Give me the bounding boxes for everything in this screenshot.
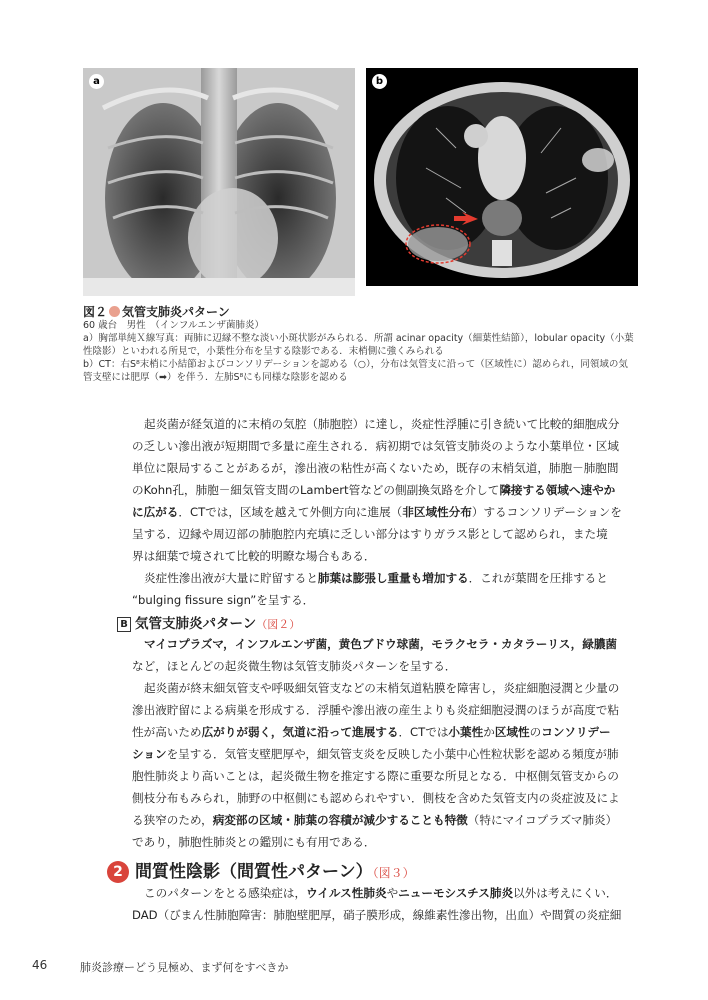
- caption-line-4: b）CT：右S⁸末梢に小結節およびコンソリデーションを認める（○），分布は気管支に沿って（区域性に）認められ，同領域の気: [83, 359, 628, 370]
- subsection-title: 気管支肺炎パターン: [135, 616, 257, 632]
- section2-title: 間質性陰影（間質性パターン）: [135, 862, 373, 882]
- para5-line2: DAD（びまん性肺胞障害：肺胞壁肥厚，硝子膜形成，線維素性滲出物，出血）や間質の炎症細: [132, 908, 622, 922]
- para4-line8: であり，肺胞性肺炎との鑑別にも有用である．: [132, 835, 376, 849]
- para4-line5: 胞性肺炎より高いことは，起炎微生物を推定する際に重要な所見となる．中枢側気管支からの: [132, 769, 619, 783]
- panel-a-label: a: [89, 74, 104, 89]
- caption-line-5: 管支壁には肥厚（➡）を伴う．左肺S⁸にも同様な陰影を認める: [83, 372, 348, 383]
- para2-line1: 炎症性滲出液が大量に貯留すると肺葉は膨張し重量も増加する．これが葉間を圧排すると: [144, 571, 608, 585]
- caption-line-2: a）胸部単純Ｘ線写真：両肺に辺縁不整な淡い小斑状影がみられる．所謂 acinar opacity（細葉性結節），lobular opacity（小葉: [83, 333, 634, 344]
- para4-line1: 起炎菌が終末細気管支や呼吸細気管支などの末梢気道粘膜を障害し，炎症細胞浸潤と少量の: [144, 681, 620, 695]
- subsection-heading: [117, 612, 300, 632]
- chest-xray-image: [83, 68, 355, 296]
- para4-line6: 側枝分布もみられ，肺野の中枢側にも認められやすい．側枝を含めた気管支内の炎症波及によ: [132, 791, 620, 805]
- figure-panel-b-ct: [366, 68, 638, 286]
- figure-panel-a-xray: [83, 68, 355, 296]
- para4-line2: 滲出液貯留による病巣を形成する．浮腫や滲出液の産生よりも炎症細胞浸潤のほうが高度で粘: [132, 703, 619, 717]
- para4-line3: 性が高いため広がりが弱く，気道に沿って進展する．CTでは小葉性か区域性のコンソリデー: [132, 725, 611, 739]
- para1-line4: のKohn孔，肺胞－細気管支間のLambert管などの側副換気路を介して隣接する領域へ速やか: [132, 483, 616, 497]
- para1-line1: 起炎菌が経気道的に末梢の気腔（肺胞腔）に達し，炎症性浮腫に引き続いて比較的細胞成分: [144, 417, 620, 431]
- subsection-box-label: B: [117, 617, 131, 632]
- para3-line1: マイコプラズマ，インフルエンザ菌，黄色ブドウ球菌，モラクセラ・カタラーリス，緑膿菌: [144, 637, 618, 651]
- para1-line5: に広がる．CTでは，区域を越えて外側方向に進展（非区域性分布）するコンソリデーションを: [132, 505, 622, 519]
- page-number: 46: [32, 958, 48, 972]
- caption-line-3: 性陰影）といわれる所見で，小葉性分布を呈する陰影である．末梢側に強くみられる: [83, 346, 444, 357]
- section-number-badge: 2: [107, 861, 129, 883]
- para1-line3: 単位に限局することがあるが，滲出液の粘性が高くないため，既存の末梢気道，肺胞－肺胞間: [132, 461, 619, 475]
- para1-line7: 界は細葉で境されて比較的明瞭な場合もある．: [132, 549, 376, 563]
- figure-number: 図２: [83, 305, 108, 319]
- para4-line4: ションを呈する．気管支壁肥厚や，細気管支炎を反映した小葉中心性粒状影を認める頻度が肺: [132, 747, 619, 761]
- ct-scan-image: [366, 68, 638, 286]
- caption-line-1: 60 歳台 男性 （インフルエンザ菌肺炎）: [83, 320, 264, 331]
- para1-line2: の乏しい滲出液が短期間で多量に産生される．病初期では気管支肺炎のような小葉単位・区域: [132, 439, 619, 453]
- para4-line7: る狭窄のため，病変部の区域・肺葉の容積が減少することも特徴（特にマイコプラズマ肺炎）: [132, 813, 618, 827]
- figure-caption-title: [83, 303, 230, 320]
- para5-line1: このパターンをとる感染症は，ウイルス性肺炎やニューモシスチス肺炎以外は考えにくい．: [144, 886, 618, 900]
- caption-dot-icon: [109, 306, 120, 317]
- section2-heading: [107, 857, 415, 883]
- para3-line2: など，ほとんどの起炎微生物は気管支肺炎パターンを呈する．: [132, 659, 457, 673]
- section2-figure-ref[interactable]: （図３）: [372, 866, 415, 880]
- running-title: 肺炎診療ーどう見極め、まず何をすべきか: [80, 961, 289, 974]
- panel-b-label: b: [372, 74, 387, 89]
- para1-line6: 呈する．辺縁や周辺部の肺胞腔内充填に乏しい部分はすりガラス影として認められ，また境: [132, 527, 608, 541]
- subsection-figure-ref[interactable]: （図２）: [256, 618, 301, 631]
- figure-title-text: 気管支肺炎パターン: [122, 305, 230, 319]
- para2-line2: “bulging fissure sign”を呈する．: [132, 593, 315, 607]
